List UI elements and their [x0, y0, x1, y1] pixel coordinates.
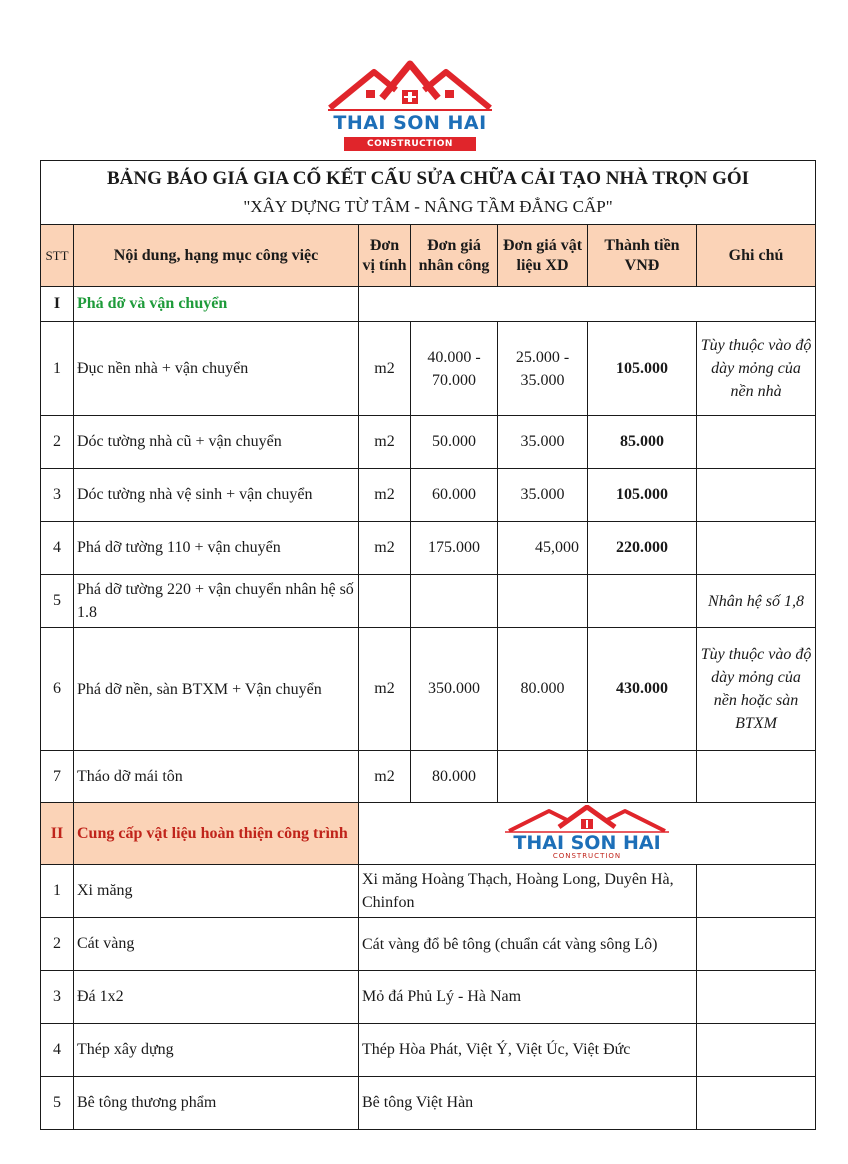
- row-unit: m2: [359, 628, 411, 751]
- house-roof-icon: [322, 60, 498, 116]
- row-content: Dóc tường nhà vệ sinh + vận chuyển: [74, 469, 359, 522]
- section1-roman: I: [41, 287, 74, 322]
- row-material: 45,000: [498, 522, 588, 575]
- row-stt: 3: [41, 469, 74, 522]
- row-material: 25.000 - 35.000: [498, 322, 588, 416]
- row-detail: Cát vàng đổ bê tông (chuẩn cát vàng sông Lô): [359, 918, 697, 971]
- inner-company-logo: [497, 805, 677, 863]
- table-slogan: "XÂY DỰNG TỪ TÂM - NÂNG TẦM ĐẲNG CẤP": [243, 197, 613, 216]
- row-note: [697, 522, 816, 575]
- inner-logo-subtitle: CONSTRUCTION: [552, 851, 622, 860]
- row-total: 105.000: [588, 469, 697, 522]
- row-total: [588, 575, 697, 628]
- header-row: [41, 225, 816, 287]
- row-note: Tùy thuộc vào độ dày mỏng của nền nhà: [697, 322, 816, 416]
- row-note: Nhân hệ số 1,8: [697, 575, 816, 628]
- table-row: [41, 416, 816, 469]
- row-content: Thép xây dựng: [74, 1024, 359, 1077]
- row-stt: 1: [41, 322, 74, 416]
- row-note: [697, 865, 816, 918]
- row-content: Dóc tường nhà cũ + vận chuyển: [74, 416, 359, 469]
- row-total: 105.000: [588, 322, 697, 416]
- section2-logo-cell: [359, 803, 816, 865]
- section1-title: Phá dỡ và vận chuyển: [74, 287, 359, 322]
- title-row: [41, 161, 816, 225]
- row-stt: 2: [41, 416, 74, 469]
- row-stt: 5: [41, 1077, 74, 1130]
- row-content: Đục nền nhà + vận chuyển: [74, 322, 359, 416]
- row-labor: 50.000: [411, 416, 498, 469]
- row-unit: m2: [359, 322, 411, 416]
- row-labor: 80.000: [411, 751, 498, 803]
- table-row: [41, 1077, 816, 1130]
- row-unit: m2: [359, 522, 411, 575]
- row-stt: 3: [41, 971, 74, 1024]
- header-labor-price: Đơn giá nhân công: [411, 225, 498, 287]
- row-total: [588, 751, 697, 803]
- section2-title: Cung cấp vật liệu hoàn thiện công trình: [74, 803, 359, 865]
- row-content: Bê tông thương phẩm: [74, 1077, 359, 1130]
- row-stt: 1: [41, 865, 74, 918]
- header-unit: Đơn vị tính: [359, 225, 411, 287]
- table-row: [41, 469, 816, 522]
- section2-row: [41, 803, 816, 865]
- header-content: Nội dung, hạng mục công việc: [74, 225, 359, 287]
- row-stt: 4: [41, 1024, 74, 1077]
- table-row: [41, 751, 816, 803]
- row-labor: [411, 575, 498, 628]
- row-material: [498, 751, 588, 803]
- row-note: [697, 469, 816, 522]
- price-table: [40, 160, 816, 1130]
- header-total: Thành tiền VNĐ: [588, 225, 697, 287]
- section1-row: [41, 287, 816, 322]
- table-row: [41, 575, 816, 628]
- table-row: [41, 1024, 816, 1077]
- row-total: 85.000: [588, 416, 697, 469]
- row-detail: Thép Hòa Phát, Việt Ý, Việt Úc, Việt Đức: [359, 1024, 697, 1077]
- table-row: [41, 322, 816, 416]
- row-note: Tùy thuộc vào độ dày mỏng của nền hoặc sàn BTXM: [697, 628, 816, 751]
- logo-subtitle: CONSTRUCTION: [344, 137, 476, 151]
- table-title: BẢNG BÁO GIÁ GIA CỐ KẾT CẤU SỬA CHỮA CẢI TẠO NHÀ TRỌN GÓI: [106, 168, 750, 189]
- row-total: 430.000: [588, 628, 697, 751]
- header-note: Ghi chú: [697, 225, 816, 287]
- row-stt: 6: [41, 628, 74, 751]
- row-material: 35.000: [498, 416, 588, 469]
- row-detail: Mỏ đá Phủ Lý - Hà Nam: [359, 971, 697, 1024]
- row-labor: 350.000: [411, 628, 498, 751]
- row-note: [697, 1024, 816, 1077]
- header-stt: STT: [41, 225, 74, 287]
- row-unit: m2: [359, 469, 411, 522]
- row-note: [697, 416, 816, 469]
- row-stt: 4: [41, 522, 74, 575]
- row-labor: 40.000 - 70.000: [411, 322, 498, 416]
- row-detail: Xi măng Hoàng Thạch, Hoàng Long, Duyên Hà, Chinfon: [359, 865, 697, 918]
- section2-roman: II: [41, 803, 74, 865]
- section1-empty: [359, 287, 816, 322]
- row-content: Xi măng: [74, 865, 359, 918]
- row-content: Phá dỡ nền, sàn BTXM + Vận chuyển: [74, 628, 359, 751]
- row-content: Cát vàng: [74, 918, 359, 971]
- row-labor: 175.000: [411, 522, 498, 575]
- row-stt: 5: [41, 575, 74, 628]
- table-row: [41, 918, 816, 971]
- logo-name: THAI SON HAI: [333, 112, 487, 134]
- table-row: [41, 628, 816, 751]
- row-content: Phá dỡ tường 110 + vận chuyển: [74, 522, 359, 575]
- row-note: [697, 918, 816, 971]
- row-material: [498, 575, 588, 628]
- row-unit: m2: [359, 751, 411, 803]
- row-stt: 7: [41, 751, 74, 803]
- row-labor: 60.000: [411, 469, 498, 522]
- row-note: [697, 751, 816, 803]
- row-unit: [359, 575, 411, 628]
- row-note: [697, 971, 816, 1024]
- row-detail: Bê tông Việt Hàn: [359, 1077, 697, 1130]
- row-note: [697, 1077, 816, 1130]
- title-cell: [41, 161, 816, 225]
- row-total: 220.000: [588, 522, 697, 575]
- house-roof-icon: [497, 805, 677, 835]
- company-logo: [322, 60, 498, 156]
- row-stt: 2: [41, 918, 74, 971]
- table-row: [41, 865, 816, 918]
- row-material: 80.000: [498, 628, 588, 751]
- header-material-price: Đơn giá vật liệu XD: [498, 225, 588, 287]
- table-row: [41, 522, 816, 575]
- row-material: 35.000: [498, 469, 588, 522]
- row-unit: m2: [359, 416, 411, 469]
- row-content: Phá dỡ tường 220 + vận chuyển nhân hệ số 1.8: [74, 575, 359, 628]
- row-content: Đá 1x2: [74, 971, 359, 1024]
- table-row: [41, 971, 816, 1024]
- inner-logo-name: THAI SON HAI: [513, 831, 661, 854]
- row-content: Tháo dỡ mái tôn: [74, 751, 359, 803]
